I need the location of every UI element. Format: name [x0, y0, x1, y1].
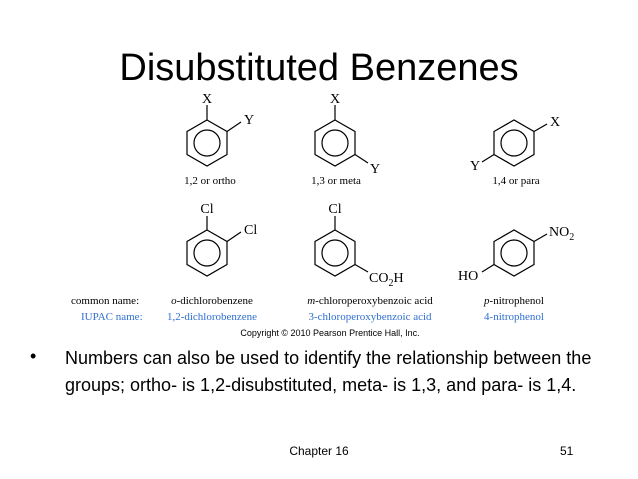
- common-name-meta: m-chloroperoxybenzoic acid: [307, 295, 433, 307]
- benzene-ring-nitrophenol: [482, 230, 547, 276]
- slide-title: Disubstituted Benzenes: [119, 47, 519, 89]
- benzene-ring-meta: [315, 105, 368, 166]
- footer-chapter: Chapter 16: [289, 444, 349, 458]
- page-number: 51: [560, 444, 574, 458]
- benzene-ring-para: [482, 120, 547, 166]
- iupac-name-para: 4-nitrophenol: [484, 311, 544, 323]
- iupac-name-ortho: 1,2-dichlorobenzene: [166, 311, 258, 323]
- benzene-ring-dichloro: [187, 216, 241, 276]
- meta-sub2-label: Y: [370, 162, 381, 177]
- bullet-marker: •: [30, 346, 37, 366]
- dichloro-sub1-label: Cl: [200, 202, 214, 217]
- benzene-ring-chloroperoxy: [315, 216, 368, 276]
- ortho-sub1-label: X: [201, 92, 213, 107]
- chloroperoxy-sub1-label: Cl: [328, 202, 342, 217]
- bullet-text: Numbers can also be used to identify the relationship between the groups; ortho- is 1,2-disubstituted, meta- is 1,3, and para- is 1,4.: [65, 348, 592, 395]
- nitrophenol-sub2-label: $NO_2$: [549, 225, 575, 243]
- ortho-caption: 1,2 or ortho: [184, 175, 236, 187]
- common-name-label: common name:: [71, 295, 140, 307]
- common-name-para: p-nitrophenol: [484, 295, 544, 307]
- ortho-sub2-label: Y: [244, 113, 255, 128]
- meta-caption: 1,3 or meta: [311, 175, 361, 187]
- benzene-ring-ortho: [187, 105, 241, 166]
- para-sub1-label: X: [550, 115, 561, 130]
- chloroperoxy-sub2-label: $CO_2H$: [369, 271, 404, 289]
- dichloro-sub2-label: Cl: [244, 223, 258, 238]
- para-caption: 1,4 or para: [492, 175, 540, 187]
- copyright-notice: Copyright © 2010 Pearson Prentice Hall, Inc.: [240, 328, 420, 338]
- iupac-name-label: IUPAC name:: [81, 311, 143, 323]
- iupac-name-meta: 3-chloroperoxybenzoic acid: [308, 311, 432, 323]
- meta-sub1-label: X: [329, 92, 341, 107]
- para-sub2-label: Y: [470, 159, 481, 174]
- nitrophenol-sub1-label: HO: [458, 269, 479, 284]
- common-name-ortho: o-dichlorobenzene: [171, 295, 253, 307]
